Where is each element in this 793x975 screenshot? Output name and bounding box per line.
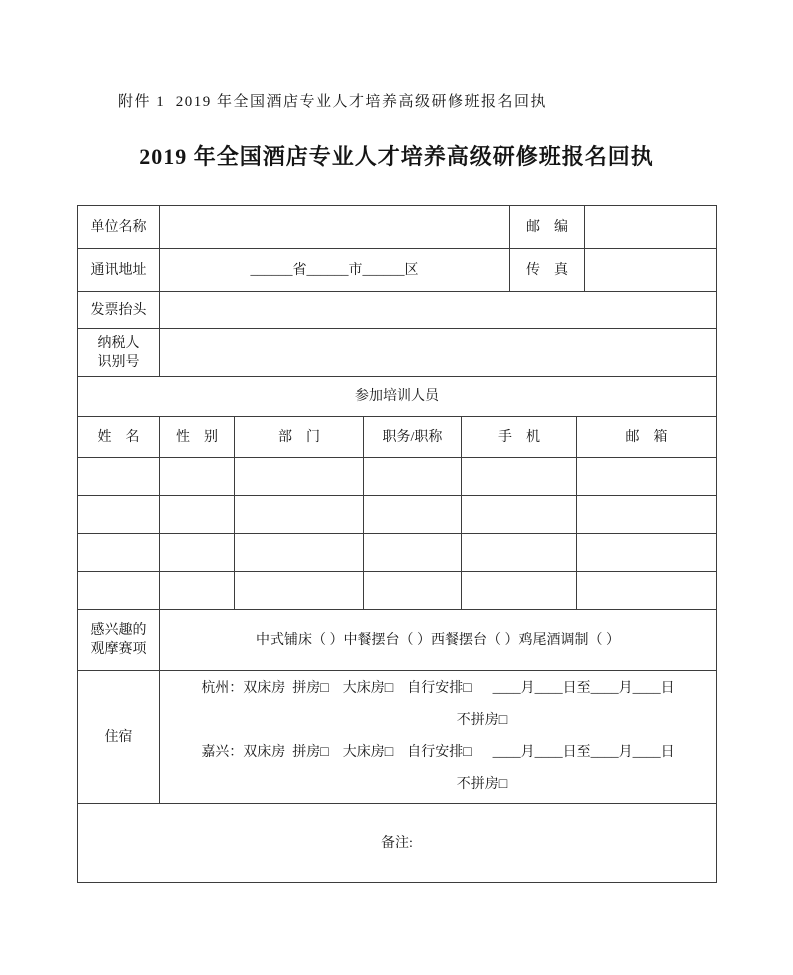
accommodation-jiaxing-noshare-line: 不拼房□ <box>456 777 508 792</box>
empty-cell <box>577 458 717 496</box>
taxpayer-id-label-line2: 识别号 <box>97 354 140 370</box>
interest-label-line2: 观摩赛项 <box>90 642 147 657</box>
empty-cell <box>160 458 235 496</box>
remarks-cell: 备注: <box>78 804 717 883</box>
interest-row <box>78 610 717 671</box>
empty-cell <box>462 534 577 572</box>
empty-cell <box>78 496 160 534</box>
empty-cell <box>462 572 577 610</box>
column-header-email: 邮 箱 <box>577 417 717 458</box>
accommodation-row <box>78 671 717 804</box>
interest-label-line1: 感兴趣的 <box>90 623 147 638</box>
participant-empty-row <box>78 496 717 534</box>
participant-empty-row <box>78 458 717 496</box>
empty-cell <box>364 534 462 572</box>
empty-cell <box>235 458 364 496</box>
participant-empty-row <box>78 572 717 610</box>
fax-label: 传 真 <box>510 249 585 292</box>
column-header-position: 职务/职称 <box>364 417 462 458</box>
accommodation-hangzhou-noshare-line: 不拼房□ <box>456 713 508 728</box>
accommodation-label: 住宿 <box>78 671 160 804</box>
participants-section-row <box>78 377 717 417</box>
empty-cell <box>78 572 160 610</box>
empty-cell <box>78 458 160 496</box>
column-header-name: 姓 名 <box>78 417 160 458</box>
column-header-gender: 性 别 <box>160 417 235 458</box>
accommodation-jiaxing-line: 嘉兴：双床房 拼房□ 大床房□ 自行安排□ ____月____日至____月____日 <box>201 745 675 760</box>
column-header-department: 部 门 <box>235 417 364 458</box>
accommodation-detail-cell <box>160 671 717 804</box>
taxpayer-id-row <box>78 329 717 377</box>
attachment-line: 附件 1 2019 年全国酒店专业人才培养高级研修班报名回执 <box>118 94 548 110</box>
postal-code-label: 邮 编 <box>510 206 585 249</box>
unit-name-row <box>78 206 717 249</box>
empty-cell <box>364 496 462 534</box>
page-title: 2019 年全国酒店专业人才培养高级研修班报名回执 <box>139 144 654 169</box>
empty-cell <box>462 496 577 534</box>
empty-cell <box>462 458 577 496</box>
remarks-row <box>78 804 717 883</box>
registration-form-table <box>77 205 717 883</box>
taxpayer-id-label-line1: 纳税人 <box>97 335 140 351</box>
interest-options-cell: 中式铺床（ ）中餐摆台（ ）西餐摆台（ ）鸡尾酒调制（ ） <box>160 610 717 671</box>
taxpayer-id-label <box>78 329 160 377</box>
address-value-cell: ______省______市______区 <box>160 249 510 292</box>
empty-cell <box>160 496 235 534</box>
empty-cell <box>577 534 717 572</box>
accommodation-hangzhou-line: 杭州：双床房 拼房□ 大床房□ 自行安排□ ____月____日至____月____日 <box>201 681 675 696</box>
taxpayer-id-value-cell <box>160 329 717 377</box>
address-row <box>78 249 717 292</box>
empty-cell <box>364 458 462 496</box>
empty-cell <box>364 572 462 610</box>
column-header-mobile: 手 机 <box>462 417 577 458</box>
unit-name-label: 单位名称 <box>78 206 160 249</box>
interest-label <box>78 610 160 671</box>
address-label: 通讯地址 <box>78 249 160 292</box>
invoice-title-label: 发票抬头 <box>78 292 160 329</box>
empty-cell <box>78 534 160 572</box>
empty-cell <box>577 572 717 610</box>
empty-cell <box>577 496 717 534</box>
empty-cell <box>235 534 364 572</box>
invoice-title-value-cell <box>160 292 717 329</box>
invoice-title-row <box>78 292 717 329</box>
fax-value-cell <box>585 249 717 292</box>
empty-cell <box>160 534 235 572</box>
empty-cell <box>235 496 364 534</box>
participants-section-header: 参加培训人员 <box>78 377 717 417</box>
participant-empty-row <box>78 534 717 572</box>
empty-cell <box>235 572 364 610</box>
unit-name-value-cell <box>160 206 510 249</box>
participants-header-row <box>78 417 717 458</box>
empty-cell <box>160 572 235 610</box>
postal-code-value-cell <box>585 206 717 249</box>
